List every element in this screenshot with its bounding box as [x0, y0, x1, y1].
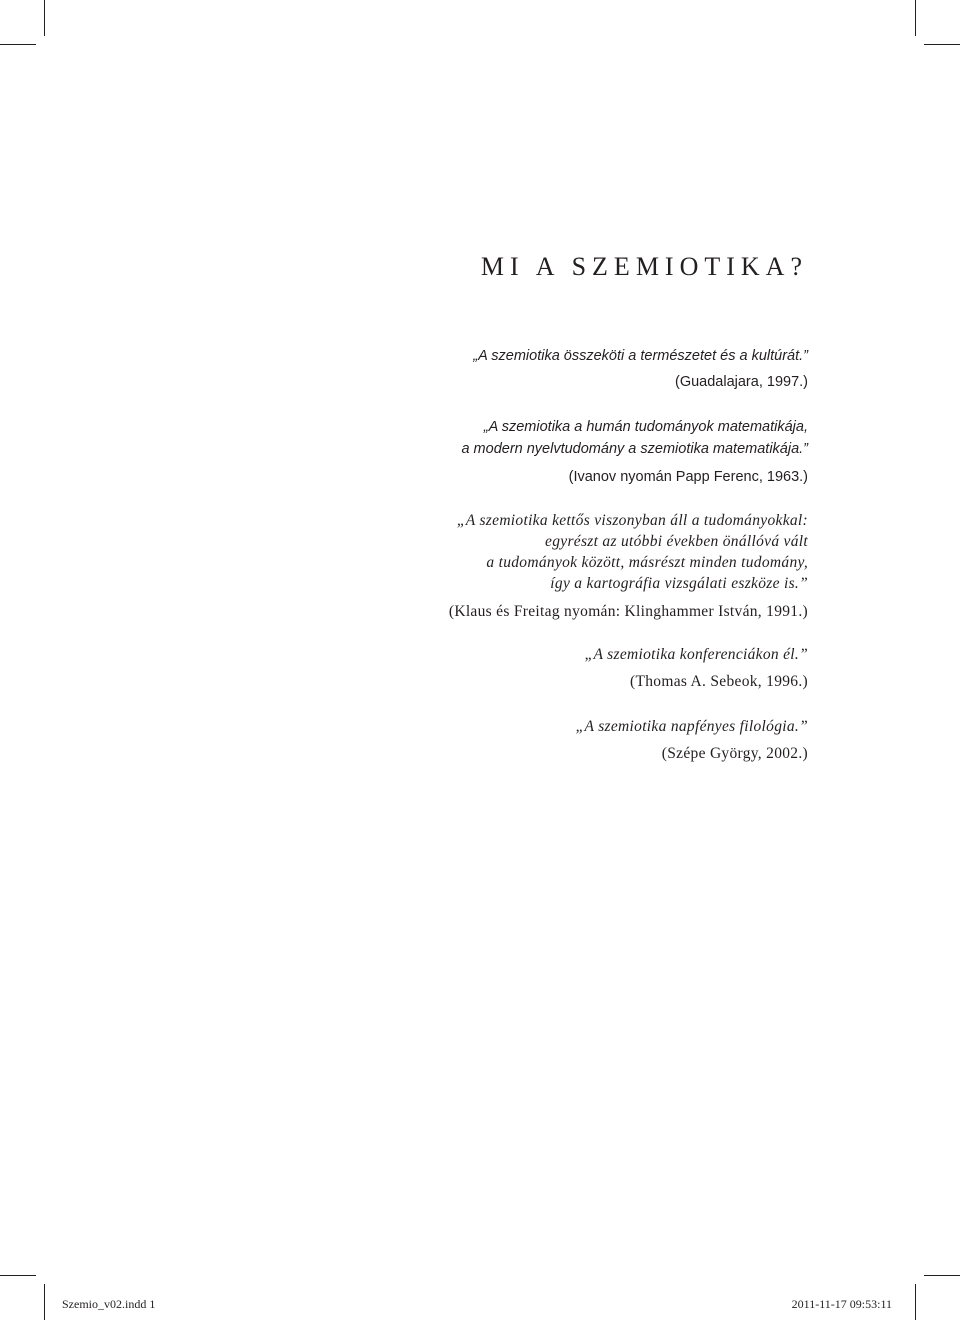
quote-line: „A szemiotika a humán tudományok matematikája,: [483, 419, 808, 435]
crop-mark: [44, 0, 45, 36]
quote-source: (Klaus és Freitag nyomán: Klinghammer István, 1991.): [448, 603, 808, 620]
quote-source: (Szépe György, 2002.): [661, 745, 808, 762]
quote-line: a tudományok között, másrészt minden tudomány,: [486, 554, 808, 571]
quote-line: „A szemiotika kettős viszonyban áll a tudományokkal:: [456, 512, 808, 529]
crop-mark: [915, 0, 916, 36]
quote-source: (Ivanov nyomán Papp Ferenc, 1963.): [568, 469, 808, 485]
quote-line: „A szemiotika napfényes filológia.”: [575, 718, 808, 735]
page-title: MI A SZEMIOTIKA?: [480, 252, 808, 281]
quote-line: így a kartográfia vizsgálati eszköze is.”: [550, 575, 808, 592]
crop-mark: [44, 1284, 45, 1320]
crop-mark: [924, 1275, 960, 1276]
quote-line: egyrészt az utóbbi években önállóvá vált: [545, 533, 808, 550]
crop-mark: [0, 44, 36, 45]
slug-timestamp: 2011-11-17 09:53:11: [791, 1297, 892, 1311]
quote-line: „A szemiotika összeköti a természetet és a kultúrát.”: [473, 348, 808, 364]
quote-line: „A szemiotika konferenciákon él.”: [584, 646, 808, 663]
crop-mark: [0, 1275, 36, 1276]
slug-file: Szemio_v02.indd 1: [62, 1297, 156, 1311]
quote-line: a modern nyelvtudomány a szemiotika matematikája.”: [461, 441, 808, 457]
quote-source: (Thomas A. Sebeok, 1996.): [630, 673, 808, 690]
quote-source: (Guadalajara, 1997.): [675, 374, 808, 390]
crop-mark: [924, 44, 960, 45]
crop-mark: [915, 1284, 916, 1320]
